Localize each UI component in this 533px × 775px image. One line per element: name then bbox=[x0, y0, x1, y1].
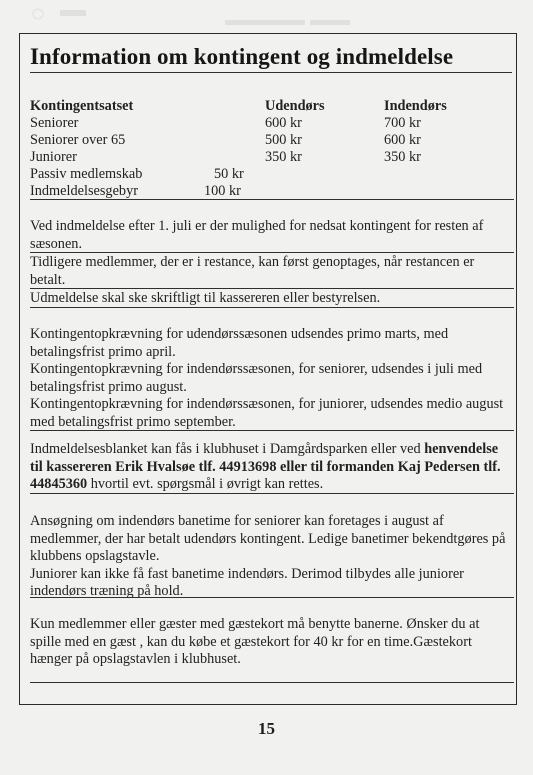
rate-row-outdoor: 500 kr bbox=[265, 132, 302, 148]
rates-col-indoor: Indendørs bbox=[384, 98, 447, 114]
signup-text-end: hvortil evt. spørgsmål i øvrigt kan rettes. bbox=[87, 476, 324, 492]
signup-contact: henvendelse til kassereren Erik Hvalsøe tlf. 44913698 eller til formanden Kaj Pedersen tlf. 44845360 bbox=[30, 441, 501, 492]
divider bbox=[30, 307, 514, 308]
divider bbox=[30, 430, 514, 431]
divider bbox=[30, 199, 514, 200]
fee-label: Indmeldelsesgebyr bbox=[30, 183, 138, 199]
page-title: Information om kontingent og indmeldelse bbox=[30, 44, 454, 69]
rates-heading: Kontingentsatset bbox=[30, 98, 134, 114]
billing-indoor-juniors: Kontingentopkrævning for indendørssæsonen, for juniorer, udsendes medio august med betalingsfrist primo september. bbox=[30, 396, 504, 430]
guests-text: Kun medlemmer eller gæster med gæstekort må benytte banerne. Ønsker du at spille med en gæst , kan du købe et gæstekort for 40 kr for en time.Gæstekort hænger på opslagstavlen i klubhuset. bbox=[30, 616, 480, 667]
fee-value: 100 kr bbox=[204, 183, 241, 199]
note-resignation: Udmeldelse skal ske skriftligt til kassereren eller bestyrelsen. bbox=[30, 290, 381, 306]
rate-row-label: Seniorer over 65 bbox=[30, 132, 126, 148]
indoor-section bbox=[30, 513, 510, 601]
note-arrears: Tidligere medlemmer, der er i restance, kan først genoptages, når restancen er betalt. bbox=[30, 254, 475, 288]
billing-outdoor: Kontingentopkrævning for udendørssæsonen udsendes primo marts, med betalingsfrist primo april. bbox=[30, 326, 449, 360]
passive-label: Passiv medlemskab bbox=[30, 166, 143, 182]
rate-row-indoor: 600 kr bbox=[384, 132, 421, 148]
signup-text: Indmeldelsesblanket kan fås i klubhuset i Damgårdsparken eller ved bbox=[30, 441, 425, 457]
divider bbox=[30, 288, 514, 289]
signup-section bbox=[30, 441, 510, 494]
page-number: 15 bbox=[258, 719, 275, 738]
rate-row-label: Seniorer bbox=[30, 115, 79, 131]
rate-row-indoor: 700 kr bbox=[384, 115, 421, 131]
indoor-seniors: Ansøgning om indendørs banetime for seniorer kan foretages i august af medlemmer, der har betalt udendørs kontingent. Ledige banetimer bekendtgøres på klubbens opslagstavle. bbox=[30, 513, 506, 564]
rate-row-indoor: 350 kr bbox=[384, 149, 421, 165]
divider bbox=[30, 597, 514, 598]
title-underline bbox=[30, 72, 512, 73]
note-late-signup: Ved indmeldelse efter 1. juli er der mulighed for nedsat kontingent for resten af sæsonen. bbox=[30, 218, 484, 252]
rates-col-outdoor: Udendørs bbox=[265, 98, 325, 114]
bleed-through-marks bbox=[0, 0, 533, 34]
billing-section bbox=[30, 326, 510, 431]
rate-row-outdoor: 350 kr bbox=[265, 149, 302, 165]
indoor-juniors: Juniorer kan ikke få fast banetime indendørs. Derimod tilbydes alle juniorer indendørs træning på hold. bbox=[30, 565, 464, 599]
divider bbox=[30, 682, 514, 683]
divider bbox=[30, 493, 514, 494]
passive-value: 50 kr bbox=[214, 166, 244, 182]
guests-section bbox=[30, 616, 510, 669]
billing-indoor-seniors: Kontingentopkrævning for indendørssæsonen, for seniorer, udsendes i juli med betalingsfrist primo august. bbox=[30, 361, 483, 395]
divider bbox=[30, 252, 514, 253]
rate-row-label: Juniorer bbox=[30, 149, 77, 165]
rate-row-outdoor: 600 kr bbox=[265, 115, 302, 131]
